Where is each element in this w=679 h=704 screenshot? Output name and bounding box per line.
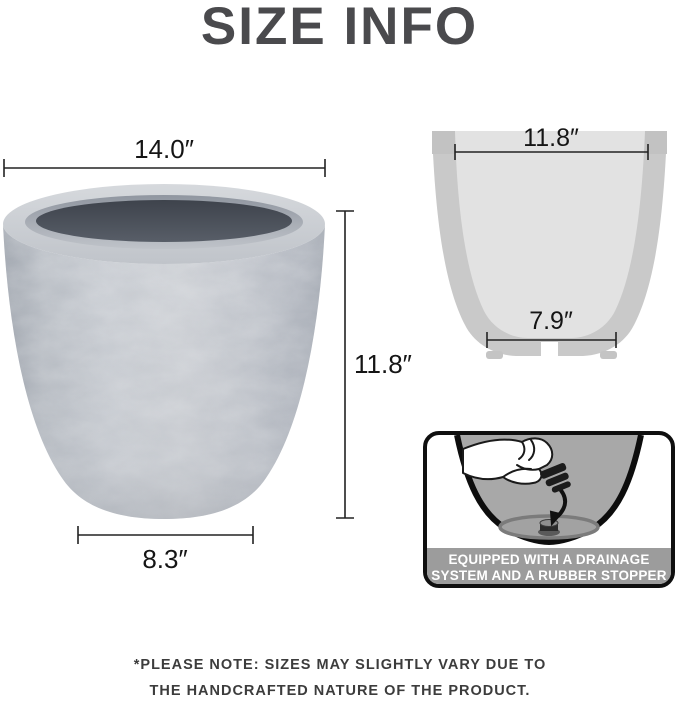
drainage-callout-box: [423, 431, 675, 588]
pot-interior: [36, 200, 292, 242]
height-dimension-line: [336, 211, 354, 518]
drainage-notch: [541, 342, 558, 359]
right-foot: [600, 351, 617, 359]
pot-width-label: 14.0″: [134, 134, 194, 164]
hand-with-stopper-illustration: [463, 438, 552, 483]
left-foot: [486, 351, 503, 359]
drainage-illustration: [427, 435, 671, 548]
drainage-caption-line2: SYSTEM AND A RUBBER STOPPER: [431, 567, 667, 583]
note-line1: *PLEASE NOTE: SIZES MAY SLIGHTLY VARY DUE TO: [133, 657, 547, 673]
base-dimension-line: [78, 526, 253, 544]
size-disclaimer-note: [110, 652, 570, 704]
page-title: SIZE INFO: [200, 0, 479, 56]
pot-height-label: 11.8″: [354, 349, 412, 379]
drainage-caption-line1: EQUIPPED WITH A DRAINAGE: [448, 552, 650, 567]
cross-section-bottom-width-label: 7.9″: [529, 307, 573, 335]
pot-base-width-label: 8.3″: [142, 544, 188, 574]
drainage-caption-banner: [427, 548, 671, 584]
cross-section-top-width-label: 11.8″: [523, 124, 579, 152]
note-line2: THE HANDCRAFTED NATURE OF THE PRODUCT.: [149, 683, 531, 699]
